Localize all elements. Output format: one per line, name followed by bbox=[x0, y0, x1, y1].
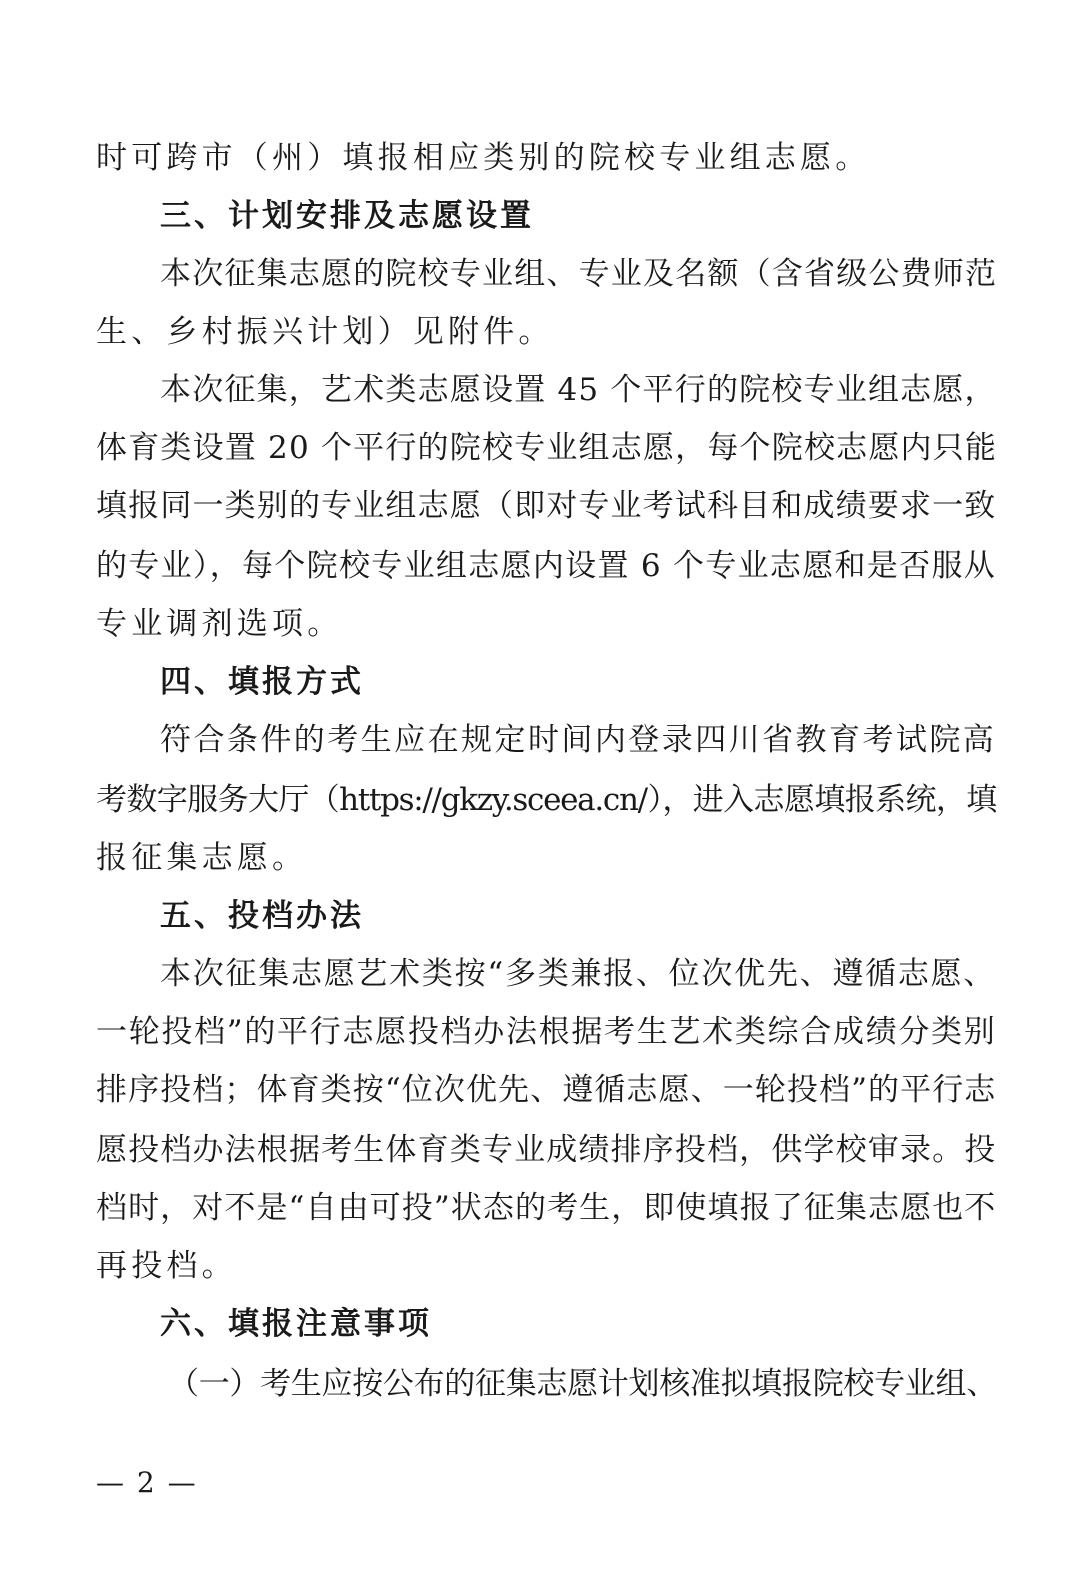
paragraph-line: 本次征集志愿的院校专业组、专业及名额（含省级公费师范 bbox=[160, 256, 998, 292]
paragraph-line: 体育类设置 20 个平行的院校专业组志愿，每个院校志愿内只能 bbox=[96, 430, 998, 466]
paragraph-line: 时可跨市（州）填报相应类别的院校专业组志愿。 bbox=[96, 140, 871, 176]
page-number: — 2 — bbox=[96, 1466, 198, 1499]
paragraph-line: 本次征集志愿艺术类按“多类兼报、位次优先、遵循志愿、 bbox=[160, 956, 996, 992]
paragraph-line: 本次征集，艺术类志愿设置 45 个平行的院校专业组志愿， bbox=[160, 372, 997, 408]
paragraph-line: 生、乡村振兴计划）见附件。 bbox=[96, 314, 554, 350]
paragraph-line: 考数字服务大厅（https://gkzy.sceea.cn/），进入志愿填报系统，填 bbox=[96, 782, 996, 818]
section-heading-3: 三、计划安排及志愿设置 bbox=[160, 198, 534, 234]
section-heading-6: 六、填报注意事项 bbox=[160, 1306, 432, 1342]
paragraph-line: 排序投档；体育类按“位次优先、遵循志愿、一轮投档”的平行志 bbox=[96, 1072, 996, 1108]
paragraph-line: 填报同一类别的专业组志愿（即对专业考试科目和成绩要求一致 bbox=[96, 488, 996, 524]
paragraph-line: 报征集志愿。 bbox=[96, 840, 308, 876]
paragraph-line: 专业调剂选项。 bbox=[96, 606, 343, 642]
paragraph-line: （一）考生应按公布的征集志愿计划核准拟填报院校专业组、 bbox=[168, 1366, 997, 1402]
section-heading-5: 五、投档办法 bbox=[160, 898, 364, 934]
paragraph-line: 的专业），每个院校专业组志愿内设置 6 个专业志愿和是否服从 bbox=[96, 548, 996, 584]
paragraph-line: 愿投档办法根据考生体育类专业成绩排序投档，供学校审录。投 bbox=[96, 1132, 996, 1168]
paragraph-line: 档时，对不是“自由可投”状态的考生，即使填报了征集志愿也不 bbox=[96, 1190, 996, 1226]
section-heading-4: 四、填报方式 bbox=[160, 664, 364, 700]
paragraph-line: 再投档。 bbox=[96, 1248, 237, 1284]
paragraph-line: 符合条件的考生应在规定时间内登录四川省教育考试院高 bbox=[160, 722, 996, 758]
paragraph-line: 一轮投档”的平行志愿投档办法根据考生艺术类综合成绩分类别 bbox=[96, 1014, 997, 1050]
